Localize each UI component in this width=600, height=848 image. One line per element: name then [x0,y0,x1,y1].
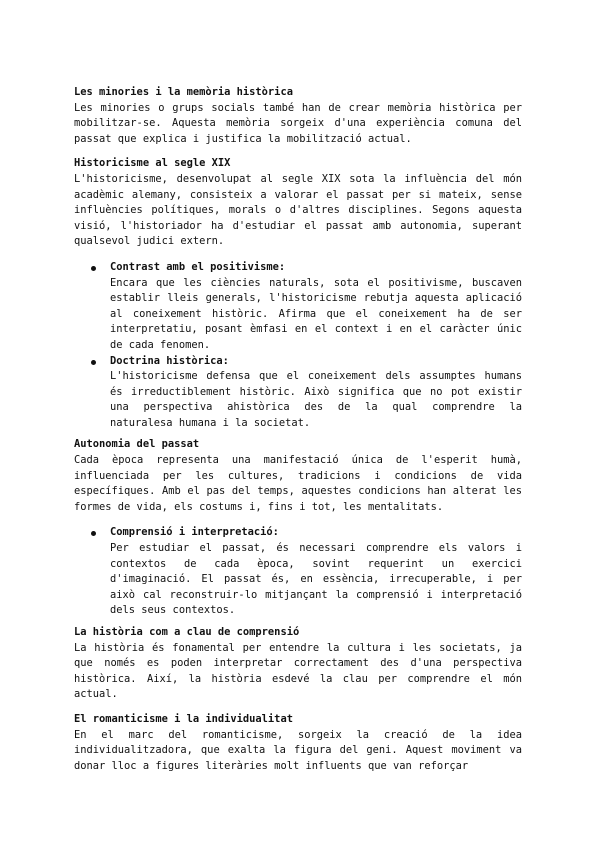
section-heading: El romanticisme i la individualitat [74,712,293,725]
list-item-text: Encara que les ciències naturals, sota el positivisme, buscaven establir lleis generals, l'historicisme rebutja aquesta aplicació al coneixement històric. Afirma que el coneixement ha de ser interpretatiu, posant èmfasi en el context i en el caràcter únic de cada fenomen. [110,276,522,351]
list-item [74,525,522,619]
section-paragraph: Les minories o grups socials també han de crear memòria històrica per mobilitzar-se. Aquesta memòria sorgeix d'una experiència comuna del passat que explica i justifica la mobilització actual. [74,101,522,145]
section-heading: Historicisme al segle XIX [74,157,231,170]
list-item [74,354,522,432]
list-item-title: Comprensió i interpretació: [110,526,279,539]
bullet-list [74,260,522,432]
section-minories [74,85,522,147]
section-paragraph: L'historicisme, desenvolupat al segle XIX sota la influència del món acadèmic alemany, consisteix a valorar el passat per si mateix, sense influències polítiques, morals o d'altres disciplines. Segons aquesta visió, l'historiador ha d'estudiar el passat amb autonomia, superant qualsevol judici extern. [74,172,522,248]
bullet-list [74,525,522,619]
list-item [74,260,522,354]
section-heading: La història com a clau de comprensió [74,626,300,638]
section-paragraph: En el marc del romanticisme, sorgeix la creació de la idea individualitzadora, que exalta la figura del geni. Aquest moviment va donar lloc a figures literàries molt influents que van reforçar [74,728,522,772]
list-item-title: Doctrina històrica: [110,354,229,367]
list-item-title: Contrast amb el positivisme: [110,260,286,273]
bullet-icon [91,266,96,271]
list-item-text: L'historicisme defensa que el coneixement dels assumptes humans és irreductiblement històric. Això significa que no pot existir una perspectiva ahistòrica des de la qual comprendre la naturalesa humana i la societat. [110,370,522,429]
section-romanticisme [74,712,522,774]
section-historia-clau [74,625,522,703]
section-historicisme [74,156,522,431]
section-paragraph: Cada època representa una manifestació única de l'esperit humà, influenciada per les cultures, tradicions i condicions de vida específiques. Amb el pas del temps, aquestes condicions han alterat les formes de vida, els costums i, fins i tot, les mentalitats. [74,454,522,513]
bullet-icon [91,531,96,536]
section-heading: Les minories i la memòria històrica [74,86,293,98]
section-autonomia [74,437,522,619]
section-paragraph: La història és fonamental per entendre la cultura i les societats, ja que només es poden interpretar correctament des d'una perspectiva històrica. Així, la història esdevé la clau per comprendre el món actual. [74,641,522,701]
section-heading: Autonomia del passat [74,438,200,451]
bullet-icon [91,360,96,365]
list-item-text: Per estudiar el passat, és necessari comprendre els valors i contextos de cada època, sovint requerint un exercici d'imaginació. El passat és, en essència, irrecuperable, i per això cal reconstruir-lo mitjançant la comprensió i interpretació dels seus contextos. [110,542,522,617]
document-page [74,85,522,783]
